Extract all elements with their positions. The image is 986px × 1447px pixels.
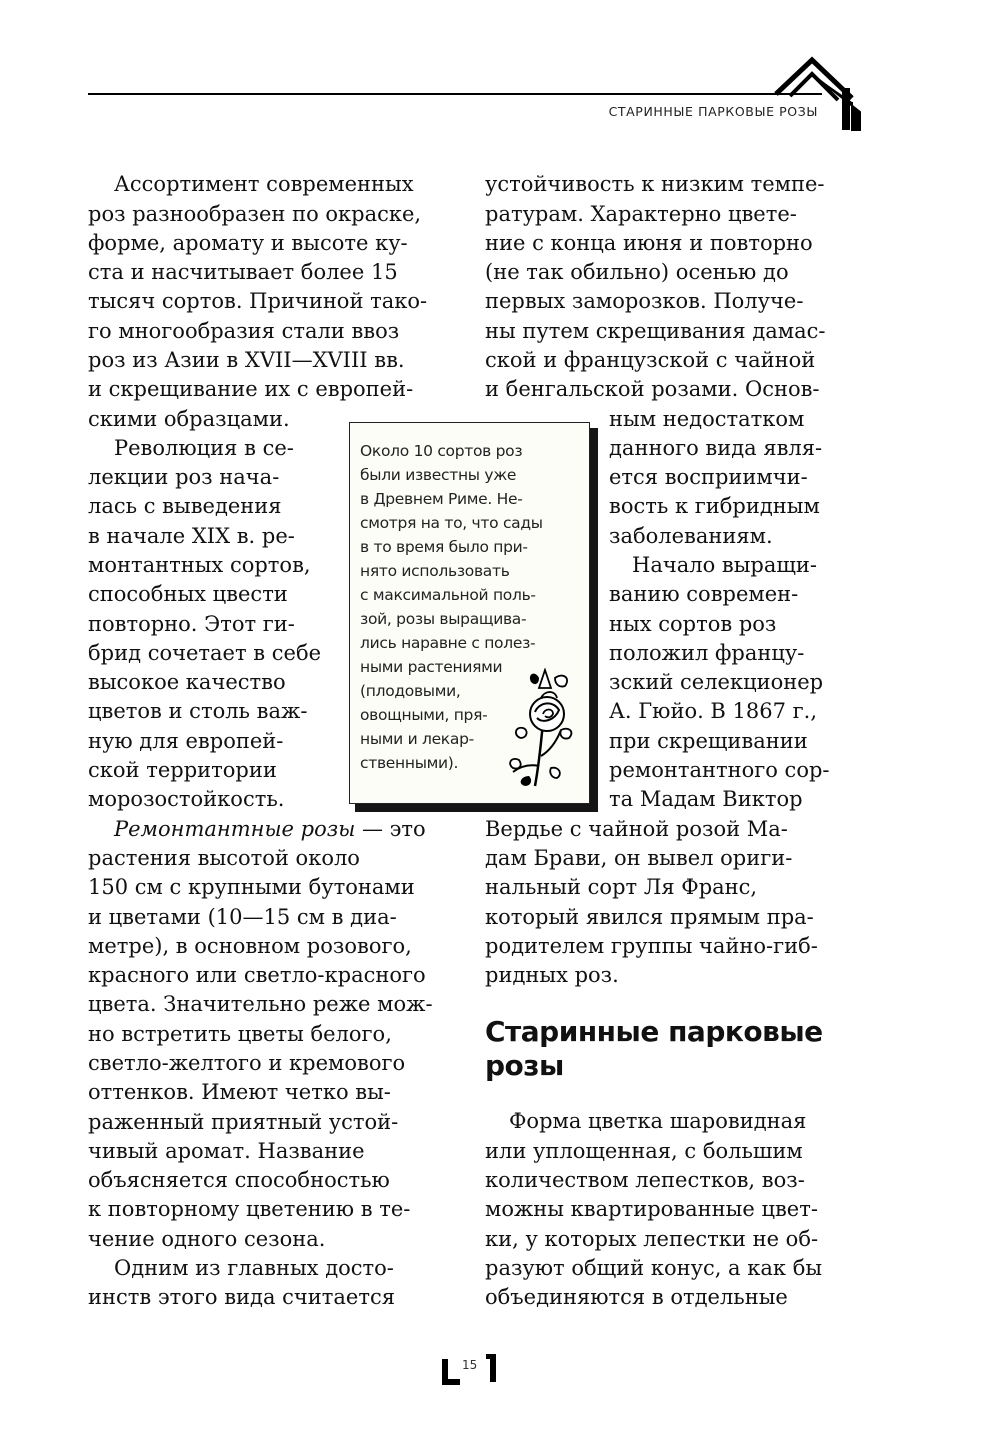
rose-icon — [505, 668, 577, 790]
text-line: оттенков. Имеют четко вы- — [88, 1080, 391, 1104]
text-line: повторно. Этот ги- — [88, 612, 295, 636]
text-line: чение одного сезона. — [88, 1227, 326, 1251]
text-line — [114, 815, 426, 844]
term-dash: — это — [355, 817, 426, 841]
text-line: форме, аромату и высоте ку- — [88, 231, 408, 255]
text-line: в начале XIX в. ре- — [88, 524, 295, 548]
text-line: и цветами (10—15 см в диа- — [88, 905, 397, 929]
text-line: Революция в се- — [114, 436, 294, 460]
text-line: разуют общий конус, а как бы — [485, 1256, 823, 1280]
text-line: положил францу- — [609, 641, 805, 665]
text-line: Ассортимент современных — [114, 172, 414, 196]
page-bracket-left-icon — [442, 1359, 460, 1385]
text-line: к повторному цветению в те- — [88, 1197, 411, 1221]
section-heading-line: Старинные парковые — [485, 1015, 823, 1048]
text-line: цветов и столь важ- — [88, 699, 308, 723]
text-line: способных цвести — [88, 582, 288, 606]
term-italic: Ремонтантные розы — [114, 817, 356, 841]
text-line: Начало выращи- — [632, 553, 818, 577]
text-line: можны квартированные цвет- — [485, 1197, 818, 1221]
text-line: Форма цветка шаровидная — [509, 1109, 807, 1133]
text-line: и скрещивание их с европей- — [88, 377, 414, 401]
text-line: лась с выведения — [88, 494, 282, 518]
text-line: роз разнообразен по окраске, — [88, 202, 422, 226]
text-line: скими образцами. — [88, 407, 290, 431]
page-number: 15 — [462, 1358, 478, 1372]
text-line: метре), в основном розового, — [88, 934, 412, 958]
text-line: нальный сорт Ля Франс, — [485, 875, 758, 899]
text-line: го многообразия стали ввоз — [88, 319, 400, 343]
sidebar-line: были известны уже — [360, 466, 517, 484]
house-icon — [772, 54, 864, 134]
text-line: (не так обильно) осенью до — [485, 260, 789, 284]
text-line: ремонтантного сор- — [609, 758, 830, 782]
text-line: ридных роз. — [485, 963, 619, 987]
text-line: цвета. Значительно реже мож- — [88, 992, 433, 1016]
text-line: Одним из главных досто- — [114, 1256, 394, 1280]
text-line: ратурам. Характерно цвете- — [485, 202, 797, 226]
text-line: А. Гюйо. В 1867 г., — [609, 699, 818, 723]
sidebar-line: ственными). — [360, 754, 459, 772]
sidebar-line: нято использовать — [360, 562, 510, 580]
text-line: ние с конца июня и повторно — [485, 231, 813, 255]
page-bracket-right-icon — [486, 1354, 496, 1382]
sidebar-line: смотря на то, что сады — [360, 514, 543, 532]
text-line: ны путем скрещивания дамас- — [485, 319, 826, 343]
header-rule — [88, 93, 822, 95]
text-line: вость к гибридным — [609, 494, 820, 518]
sidebar-line: в Древнем Риме. Не- — [360, 490, 523, 508]
sidebar-line: Около 10 сортов роз — [360, 442, 523, 460]
text-line: ста и насчитывает более 15 — [88, 260, 398, 284]
sidebar-line: в то время было при- — [360, 538, 528, 556]
text-line: устойчивость к низким темпе- — [485, 172, 825, 196]
text-line: первых заморозков. Получе- — [485, 289, 804, 313]
text-line: та Мадам Виктор — [609, 787, 803, 811]
sidebar-line: зой, розы выращива- — [360, 610, 527, 628]
text-line: ки, у которых лепестки не об- — [485, 1227, 819, 1251]
sidebar-line: овощными, пря- — [360, 706, 488, 724]
text-line: при скрещивании — [609, 729, 808, 753]
sidebar-line: ными растениями — [360, 658, 503, 676]
text-line: или уплощенная, с большим — [485, 1139, 803, 1163]
section-heading-line: розы — [485, 1049, 564, 1082]
text-line: красного или светло-красного — [88, 963, 426, 987]
text-line: ванию современ- — [609, 582, 799, 606]
text-line: объединяются в отдельные — [485, 1285, 788, 1309]
text-line: ную для европей- — [88, 729, 284, 753]
sidebar-line: с максимальной поль- — [360, 586, 536, 604]
text-line: ных сортов роз — [609, 612, 777, 636]
sidebar-line: (плодовыми, — [360, 682, 461, 700]
text-line: чивый аромат. Название — [88, 1139, 365, 1163]
text-line: который явился прямым пра- — [485, 905, 814, 929]
text-line: высокое качество — [88, 670, 286, 694]
text-line: инств этого вида считается — [88, 1285, 395, 1309]
text-line: раженный приятный устой- — [88, 1110, 399, 1134]
text-line: количеством лепестков, воз- — [485, 1168, 805, 1192]
text-line: 150 см с крупными бутонами — [88, 875, 415, 899]
text-line: монтантных сортов, — [88, 553, 311, 577]
text-line: роз из Азии в XVII—XVIII вв. — [88, 348, 405, 372]
text-line: лекции роз нача- — [88, 465, 280, 489]
text-line: заболеваниям. — [609, 524, 773, 548]
text-line: родителем группы чайно-гиб- — [485, 934, 818, 958]
text-line: ской территории — [88, 758, 277, 782]
text-line: ным недостатком — [609, 407, 805, 431]
running-head: СТАРИННЫЕ ПАРКОВЫЕ РОЗЫ — [608, 104, 818, 119]
sidebar-line: лись наравне с полез- — [360, 634, 536, 652]
text-line: но встретить цветы белого, — [88, 1022, 392, 1046]
text-line: объясняется способностью — [88, 1168, 390, 1192]
text-line: брид сочетает в себе — [88, 641, 322, 665]
text-line: данного вида явля- — [609, 436, 823, 460]
text-line: ется восприимчи- — [609, 465, 808, 489]
text-line: и бенгальской розами. Основ- — [485, 377, 820, 401]
text-line: зский селекционер — [609, 670, 824, 694]
text-line: тысяч сортов. Причиной тако- — [88, 289, 428, 313]
text-line: светло-желтого и кремового — [88, 1051, 406, 1075]
text-line: растения высотой около — [88, 846, 360, 870]
text-line: дам Брави, он вывел ориги- — [485, 846, 793, 870]
text-line: морозостойкость. — [88, 787, 285, 811]
text-line: ской и французской с чайной — [485, 348, 816, 372]
text-line: Вердье с чайной розой Ма- — [485, 817, 788, 841]
sidebar-line: ными и лекар- — [360, 730, 474, 748]
